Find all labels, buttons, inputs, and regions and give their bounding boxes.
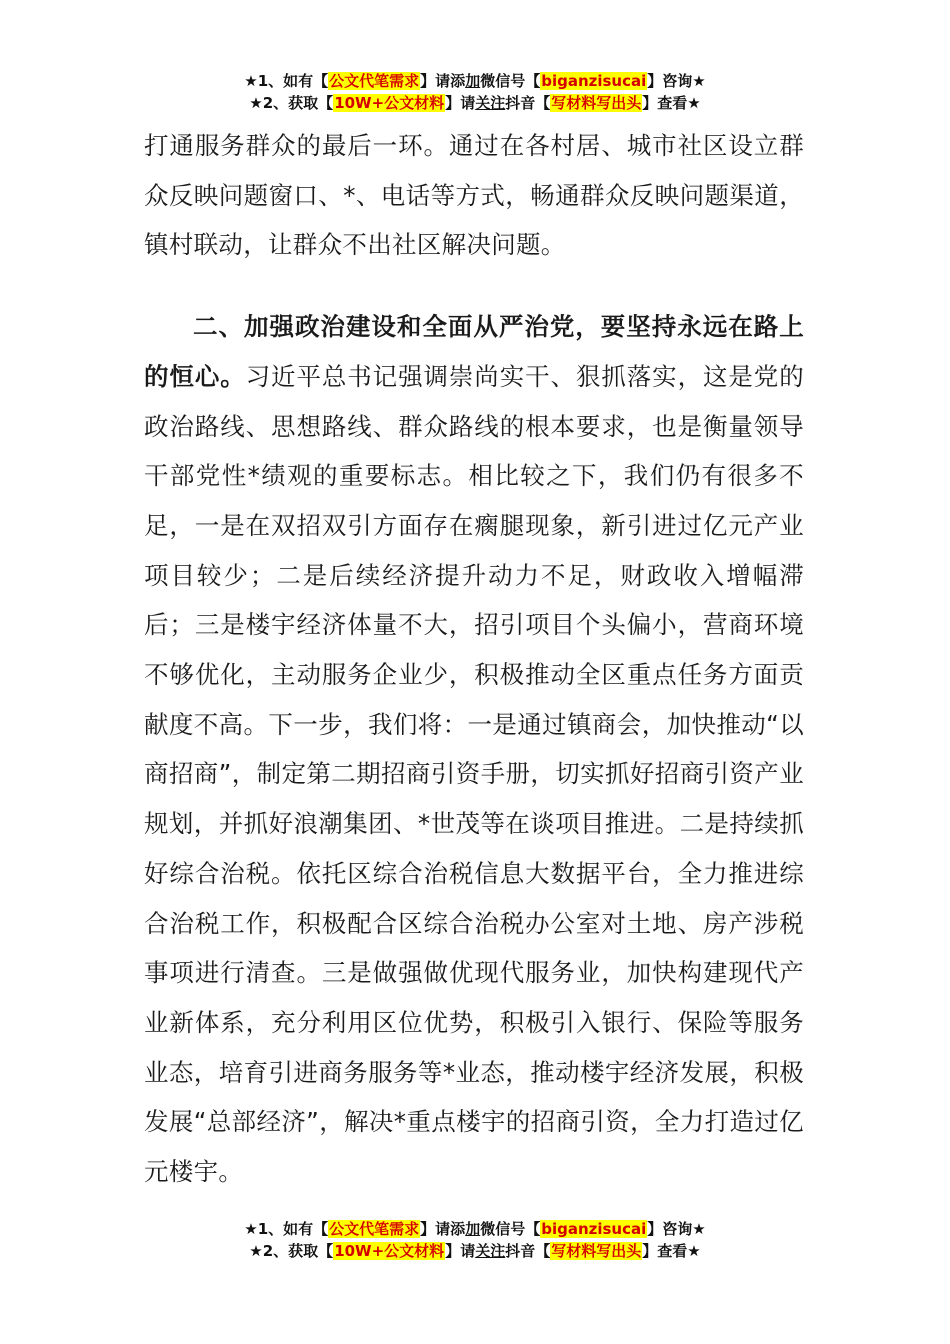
banner-text: 】请添 [420,72,466,90]
star-icon: ★ [244,1220,258,1238]
paragraph-1: 打通服务群众的最后一环。通过在各村居、城市社区设立群众反映问题窗口、*、电话等方式，畅通群众反映问题渠道，镇村联动，让群众不出社区解决问题。 [144,131,804,260]
banner-underlined: 关注 [475,94,506,112]
banner-text: 2、获取【 [262,94,334,112]
banner-underlined: 关注 [475,1242,506,1260]
banner-text: 】查看★ [642,1242,701,1260]
banner-underlined: 加 [465,72,481,90]
highlight-service: 公文代笔需求 [329,72,420,90]
header-banner [0,70,950,114]
paragraph-2 [144,302,804,1197]
paragraph-2-body: 习近平总书记强调崇尚实干、狠抓落实，这是党的政治路线、思想路线、群众路线的根本要求，也是衡量领导干部党性*绩观的重要标志。相比较之下，我们仍有很多不足，一是在双招双引方面存在瘸腿现象，新引进过亿元产业项目较少；二是后续经济提升动力不足，财政收入增幅滞后；三是楼宇经济体量不大，招引项目个头偏小，营商环境不够优化，主动服务企业少，积极推动全区重点任务方面贡献度不高。下一步，我们将：一是通过镇商会，加快推动“以商招商”，制定第二期招商引资手册，切实抓好招商引资产业规划，并抓好浪潮集团、*世茂等在谈项目推进。二是持续抓好综合治税。依托区综合治税信息大数据平台，全力推进综合治税工作，积极配合区综合治税办公室对土地、房产涉税事项进行清查。三是做强做优现代服务业，加快构建现代产业新体系，充分利用区位优势，积极引入银行、保险等服务业态，培育引进商务服务等*业态，推动楼宇经济发展，积极发展“总部经济”，解决*重点楼宇的招商引资，全力打造过亿元楼宇。 [144,361,804,1187]
star-icon: ★ [249,94,263,112]
highlight-service: 公文代笔需求 [329,1220,420,1238]
banner-text: 】请添 [420,1220,466,1238]
banner-text: 1、如有【 [257,1220,329,1238]
document-body [144,121,804,1197]
highlight-materials: 10W+公文材料 [334,94,445,112]
highlight-douyin: 写材料写出头 [551,1242,642,1260]
highlight-wechat-id: biganzisucai [541,72,647,90]
highlight-materials: 10W+公文材料 [334,1242,445,1260]
highlight-douyin: 写材料写出头 [551,94,642,112]
banner-text: 】请 [445,1242,476,1260]
banner-line-1 [0,1218,950,1240]
banner-text: 1、如有【 [257,72,329,90]
star-icon: ★ [244,72,258,90]
section-heading: 二、加强政治建设和全面从严治党，要坚持永远在路上的恒心。 [144,312,804,391]
footer-banner [0,1218,950,1262]
banner-text: 微信号【 [480,1220,541,1238]
banner-text: 抖音【 [505,1242,551,1260]
star-icon: ★ [249,1242,263,1260]
banner-text: 】咨询★ [647,1220,706,1238]
banner-text: 】查看★ [642,94,701,112]
banner-underlined: 加 [465,1220,481,1238]
banner-line-2 [0,1240,950,1262]
banner-text: 】请 [445,94,476,112]
banner-line-1 [0,70,950,92]
highlight-wechat-id: biganzisucai [541,1220,647,1238]
banner-text: 2、获取【 [262,1242,334,1260]
banner-text: 抖音【 [505,94,551,112]
banner-text: 】咨询★ [647,72,706,90]
banner-line-2 [0,92,950,114]
banner-text: 微信号【 [480,72,541,90]
paragraph-gap [144,270,804,302]
